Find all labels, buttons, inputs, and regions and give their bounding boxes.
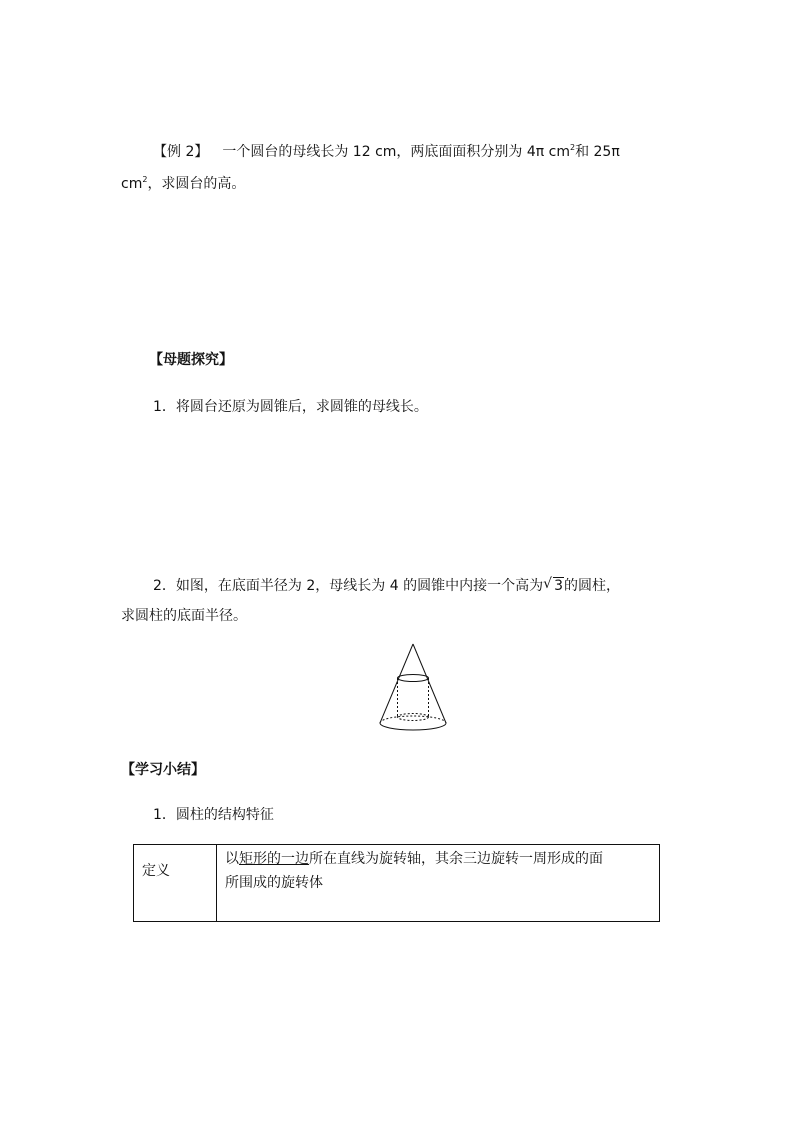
table-row	[134, 845, 660, 922]
definition-content	[217, 845, 660, 922]
exploration-question-2-line-2: 求圆柱的底面半径。	[121, 608, 247, 624]
example-2-question: ，求圆台的高。	[147, 176, 246, 192]
unit-cm: cm	[121, 176, 143, 192]
cylinder-top	[398, 675, 429, 682]
cone-with-inscribed-cylinder-figure	[375, 640, 451, 734]
superscript-2: 2	[142, 175, 148, 184]
example-2-text-b: 和 25π	[575, 144, 620, 160]
exploration-question-2-line-1	[153, 576, 620, 596]
cone-base-back	[380, 716, 446, 723]
sqrt-expression	[543, 576, 564, 596]
definition-text-a: 以	[225, 851, 239, 867]
example-2-line-1	[153, 142, 620, 162]
summary-item-1: 1．圆柱的结构特征	[153, 807, 274, 823]
example-2-text-a: 一个圆台的母线长为 12 cm，两底面面积分别为 4π cm	[222, 144, 570, 160]
cylinder-definition-table	[133, 844, 660, 922]
question-2-text-a: 2．如图，在底面半径为 2，母线长为 4 的圆锥中内接一个高为	[153, 578, 544, 594]
cylinder-bottom	[398, 714, 429, 721]
superscript-2: 2	[569, 143, 576, 152]
example-2-tag: 【例 2】	[153, 144, 209, 160]
sqrt-radicand: 3	[554, 578, 563, 594]
radical-sign: √	[543, 576, 552, 592]
definition-underlined-term: 矩形的一边	[239, 851, 309, 867]
cone-right-edge	[413, 644, 446, 723]
definition-text-b: 所在直线为旋转轴，其余三边旋转一周形成的面	[309, 851, 603, 867]
cone-left-edge	[380, 644, 413, 723]
cone-base-front	[380, 723, 446, 730]
definition-label: 定义	[134, 845, 217, 922]
summary-heading: 【学习小结】	[121, 762, 205, 778]
example-2-line-2	[121, 174, 245, 194]
exploration-question-1: 1．将圆台还原为圆锥后，求圆锥的母线长。	[153, 399, 428, 415]
question-2-text-b: 的圆柱，	[564, 578, 620, 594]
exploration-heading: 【母题探究】	[149, 352, 233, 368]
definition-text-line-2: 所围成的旋转体	[225, 875, 323, 891]
